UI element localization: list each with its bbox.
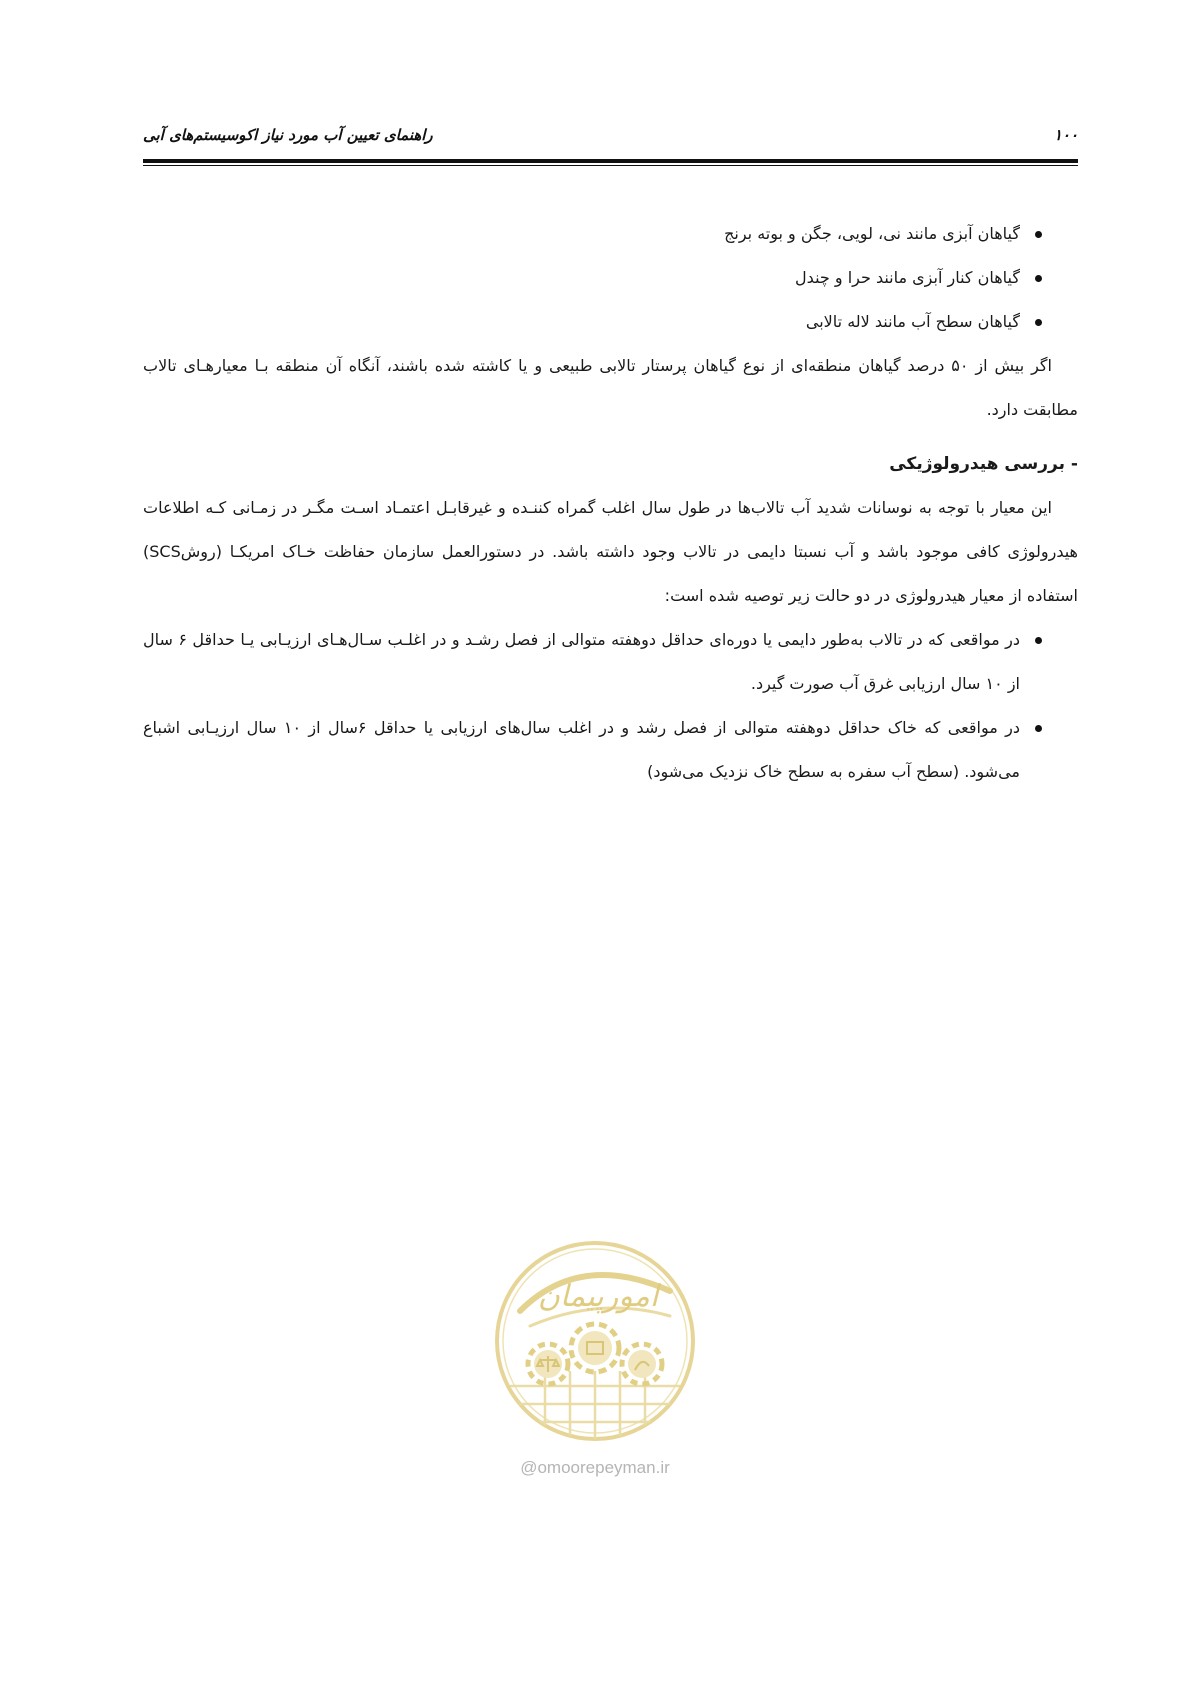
page-content: [143, 212, 1078, 794]
vegetation-paragraph: اگر بیش از ۵۰ درصد گیاهان منطقه‌ای از نوع گیاهان پرستار تالابی طبیعی و یا کاشته شده باشند، آنگاه آن منطقه بـا معیارهـای تالاب مطابقت دارد.: [143, 356, 1078, 419]
list-item: [143, 212, 1078, 256]
list-item-text: گیاهان کنار آبزی مانند حرا و چندل: [795, 268, 1020, 287]
running-title: راهنمای تعیین آب مورد نیاز اکوسیستم‌های آبی: [143, 126, 433, 144]
list-item: [143, 618, 1078, 706]
hydrology-paragraph: این معیار با توجه به نوسانات شدید آب تالاب‌ها در طول سال اغلب گمراه کننـده و غیرقابـل اعتمـاد اسـت مگـر در زمـانی کـه اطلاعات هیدرولوژی کافی موجود باشد و آب نسبتا دایمی در تالاب وجود داشته باشد. در دستورالعمل سازمان حفاظت خـاک امریکـا (روشSCS) استفاده از معیار هیدرولوژی در دو حالت زیر توصیه شده است:: [143, 498, 1078, 605]
list-item: [143, 706, 1078, 794]
header-rule-thin: [143, 165, 1078, 166]
header-rule-thick: [143, 159, 1078, 163]
bullet-icon: [1035, 637, 1042, 644]
list-item-text: گیاهان سطح آب مانند لاله تالابی: [805, 312, 1020, 331]
bullet-icon: [1035, 231, 1042, 238]
watermark-url: @omoorepeyman.ir: [520, 1458, 670, 1477]
list-item: [143, 256, 1078, 300]
bullet-icon: [1035, 725, 1042, 732]
list-item-text: در مواقعی که در تالاب به‌طور دایمی یا دوره‌ای حداقل دوهفته متوالی از فصل رشـد و در اغلـب سـال‌هـای ارزیـابی یـا حداقل ۶ سال از ۱۰ سال ارزیابی غرق آب صورت گیرد.: [143, 630, 1020, 693]
page-number: ۱۰۰: [1053, 126, 1078, 144]
list-item: [143, 300, 1078, 344]
bullet-icon: [1035, 275, 1042, 282]
watermark-logo: [490, 1236, 700, 1466]
list-item-text: گیاهان آبزی مانند نی، لویی، جگن و بوته برنج: [724, 224, 1020, 243]
plant-types-list: [143, 212, 1078, 344]
section-heading: - بررسی هیدرولوژیکی: [889, 454, 1078, 474]
watermark-logo-text: امورپیمان: [537, 1279, 659, 1314]
list-item-text: در مواقعی که خاک حداقل دوهفته متوالی از فصل رشد و در اغلب سال‌های ارزیابی یا حداقل ۶سال از ۱۰ سال ارزیـابی اشباع می‌شود. (سطح آب سفره به سطح خاک نزدیک می‌شود): [143, 718, 1021, 781]
page-header: [143, 124, 1078, 154]
bullet-icon: [1035, 319, 1042, 326]
hydrology-conditions-list: [143, 618, 1078, 794]
